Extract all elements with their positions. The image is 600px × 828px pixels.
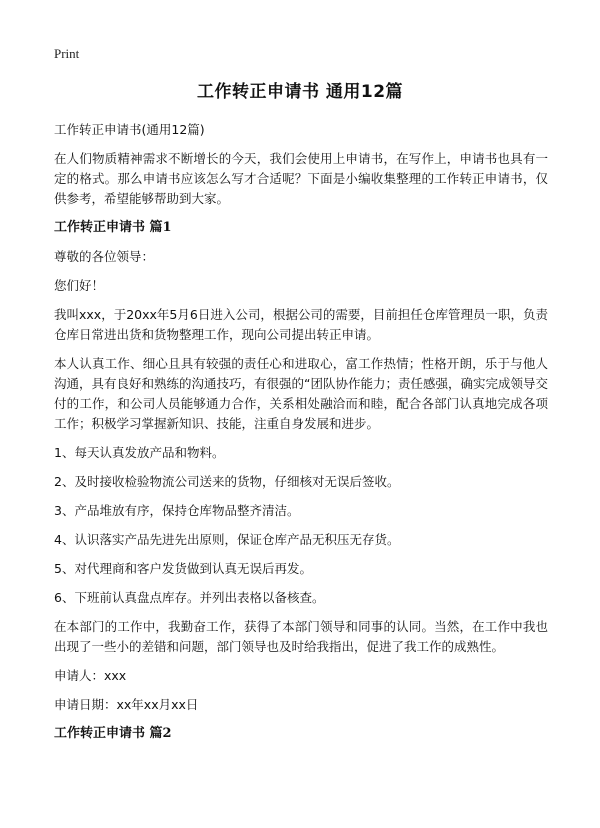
body-paragraph: 本人认真工作、细心且具有较强的责任心和进取心，富工作热情；性格开朗，乐于与他人沟通，具有良好和熟练的沟通技巧，有很强的“团队协作能力；责任感强，确实完成领导交付的工作，和公司人员能够通力合作，关系相处融洽而和睦，配合各部门认真地完成各项工作；积极学习掌握新知识、技能，注重自身发展和进步。 <box>54 356 548 431</box>
list-item: 3、产品堆放有序，保持仓库物品整齐清洁。 <box>54 503 300 518</box>
document-body <box>54 120 548 753</box>
document-title: 工作转正申请书 通用12篇 <box>196 82 404 102</box>
body-paragraph: 我叫xxx，于20xx年5月6日进入公司，根据公司的需要，目前担任仓库管理员一职，负责仓库日常进出货和货物整理工作，现向公司提出转正申请。 <box>54 307 548 342</box>
section-heading-1: 工作转正申请书 篇1 <box>54 220 172 235</box>
list-item: 6、下班前认真盘点库存。并列出表格以备核查。 <box>54 590 325 605</box>
greeting: 您们好！ <box>54 278 105 293</box>
print-link[interactable]: Print <box>54 46 80 61</box>
salutation: 尊敬的各位领导： <box>54 249 155 264</box>
intro-paragraph: 在人们物质精神需求不断增长的今天，我们会使用上申请书，在写作上，申请书也具有一定的格式。那么申请书应该怎么写才合适呢？下面是小编收集整理的工作转正申请书，仅供参考，希望能够帮助到大家。 <box>54 151 548 206</box>
applicant-line: 申请人：xxx <box>54 668 127 683</box>
body-paragraph: 在本部门的工作中，我勤奋工作，获得了本部门领导和同事的认同。当然，在工作中我也出现了一些小的差错和问题，部门领导也及时给我指出，促进了我工作的成熟性。 <box>54 619 548 654</box>
list-item: 4、认识落实产品先进先出原则，保证仓库产品无积压无存货。 <box>54 532 400 547</box>
document-subtitle: 工作转正申请书(通用12篇) <box>54 122 205 137</box>
list-item: 2、及时接收检验物流公司送来的货物，仔细核对无误后签收。 <box>54 474 400 489</box>
list-item: 5、对代理商和客户发货做到认真无误后再发。 <box>54 561 312 576</box>
list-item: 1、每天认真发放产品和物料。 <box>54 445 225 460</box>
section-heading-2: 工作转正申请书 篇2 <box>54 726 172 741</box>
date-line: 申请日期：xx年xx月xx日 <box>54 697 199 712</box>
